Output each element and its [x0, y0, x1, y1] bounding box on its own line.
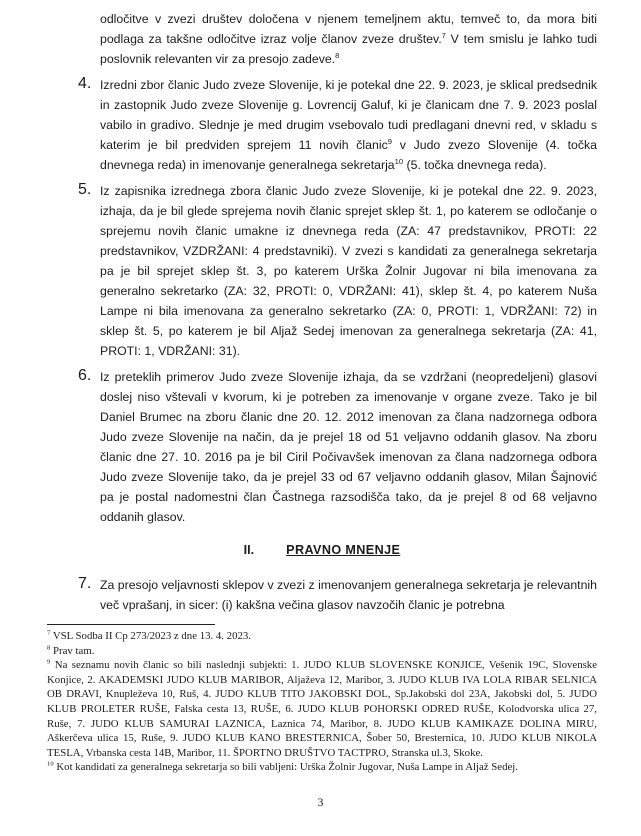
item-number: 7.: [78, 575, 92, 592]
footnote-8: [47, 644, 597, 659]
paragraph-continuation: odločitve v zvezi društev določena v njenem temeljnem aktu, temveč to, da mora biti podlaga za takšne odločitve izraz volje članov zveze društev.$^7$ V tem smislu je lahko tudi poslovnik relevanten vir za presojo zadeve.$^8$: [100, 12, 597, 66]
footnote-number: 9: [47, 658, 51, 666]
footnote-number: 10: [47, 760, 54, 768]
numbered-item-6: [47, 367, 597, 527]
footnote-reference: 7: [441, 30, 446, 40]
footnote-text: Prav tam.: [50, 644, 95, 657]
footnote-text: VSL Sodba II Cp 273/2023 z dne 13. 4. 2023.: [50, 630, 251, 642]
section-numeral: II.: [243, 543, 255, 557]
numbered-item-5: [47, 181, 597, 361]
item-number: 5.: [78, 181, 92, 198]
section-heading: [47, 543, 597, 557]
numbered-item-7: [47, 575, 597, 615]
item-number: 4.: [78, 75, 92, 92]
footnote-10: [47, 760, 597, 775]
page-number: 3: [317, 797, 324, 809]
footnote-reference: 8: [335, 50, 340, 60]
footnote-text: Kot kandidati za generalnega sekretarja so bili vabljeni: Urška Žolnir Jugovar, Nuša Lampe in Aljaž Sedej.: [53, 761, 518, 774]
item-text: Iz preteklih primerov Judo zveze Slovenije izhaja, da se vzdržani (neopredeljeni) glasovi doslej niso vštevali v kvorum, ki je potreben za imenovanje v organe zveze. Tako je bil Daniel Brumec na zboru članic dne 20. 12. 2012 imenovan za člana nadzornega odbora Judo zveze Slovenije na način, da je prejel 18 od 51 veljavno oddanih glasov. Na zboru članic dne 27. 10. 2016 pa je bil Ciril Počivavšek imenovan za člana nadzornega odbora Judo zveze Slovenije tako, da je prejel 33 od 67 veljavno oddanih glasov, Milan Šajnović pa je postal nadomestni član Častnega razsodišča tako, da je prejel 8 od 68 veljavno oddanih glasov.: [100, 370, 597, 524]
footnote-reference: 9: [387, 136, 392, 146]
footnote-7: [47, 629, 597, 644]
footnote-reference: 10: [394, 156, 404, 166]
footnote-area: [47, 624, 597, 775]
footnote-number: 7: [47, 629, 51, 637]
numbered-item-4: [47, 75, 597, 175]
footnote-9: [47, 658, 597, 760]
item-text: Za presojo veljavnosti sklepov v zvezi z imenovanjem generalnega sekretarja je relevantnih več vprašanj, in sicer: (i) kakšna večina glasov navzočih članic je potrebna: [100, 578, 597, 612]
item-text: Iz zapisnika izrednega zbora članic Judo zveze Slovenije, ki je potekal dne 22. 9. 2023, izhaja, da je bil glede sprejema novih članic sprejet sklep št. 1, po katerem se odločanje o sprejemu novih članic umakne iz dnevnega reda (ZA: 47 predstavnikov, PROTI: 22 predstavnikov, VZDRŽANI: 4 predstavniki). V zvezi s kandidati za generalnega sekretarja pa je bil sprejet sklep št. 3, po katerem Urška Žolnir Jugovar ni bila imenovana za generalno sekretarko (ZA: 32, PROTI: 0, VDRŽANI: 41), sklep št. 4, po katerem Nuša Lampe ni bila imenovana za generalno sekretarko (ZA: 0, PROTI: 1, VDRŽANI: 72) in sklep št. 5, po katerem je bil Aljaž Sedej imenovan za generalnega sekretarja (ZA: 41, PROTI: 1, VDRŽANI: 31).: [100, 184, 597, 358]
item-text: Izredni zbor članic Judo zveze Slovenije, ki je potekal dne 22. 9. 2023, je sklical predsednik in zastopnik Judo zveze Slovenije g. Lovrencij Galuf, ki je članicam dne 7. 9. 2023 poslal vabilo in gradivo. Slednje je med drugim vsebovalo tudi predlagani dnevni red, v skladu s katerim je bil predviden sprejem 11 novih članic$^9$ v Judo zvezo Slovenije (4. točka dnevnega reda) in imenovanje generalnega sekretarja$^{10}$ (5. točka dnevnega reda).: [100, 78, 597, 172]
footnote-text: Na seznamu novih članic so bili naslednji subjekti: 1. JUDO KLUB SLOVENSKE KONJICE, Vešenik 19C, Slovenske Konjice, 2. AKADEMSKI JUDO KLUB MARIBOR, Aljaževa 12, Maribor, 3. JUDO KLUB IVA LOLA RIBAR SELNICA OB DRAVI, Knupleževa 10, Ruš, 4. JUDO KLUB TITO JAKOBSKI DOL, Sp.Jakobski dol 23A, Jakobski dol, 5. JUDO KLUB PROLETER RUŠE, Falska cesta 13, RUŠE, 6. JUDO KLUB POHORSKI ODRED RUŠE, Kolodvorska ulica 27, Ruše, 7. JUDO KLUB SAMURAI LAZNICA, Laznica 74, Maribor, 8. JUDO KLUB KAMIKAZE DOLINA MIRU, Aškerčeva ulica 15, Ruše, 9. JUDO KLUB KANO BRESTERNICA, Šober 50, Bresternica, 10. JUDO KLUB NIKOLA TESLA, Vrbanska cesta 14B, Maribor, 11. ŠPORTNO DRUŠTVO TACTPRO, Stranska ul.3, Skoke.: [47, 659, 597, 759]
footnote-number: 8: [47, 644, 51, 651]
item-number: 6.: [78, 367, 92, 384]
footnote-separator: [47, 624, 215, 625]
section-title: PRAVNO MNENJE: [286, 543, 401, 557]
